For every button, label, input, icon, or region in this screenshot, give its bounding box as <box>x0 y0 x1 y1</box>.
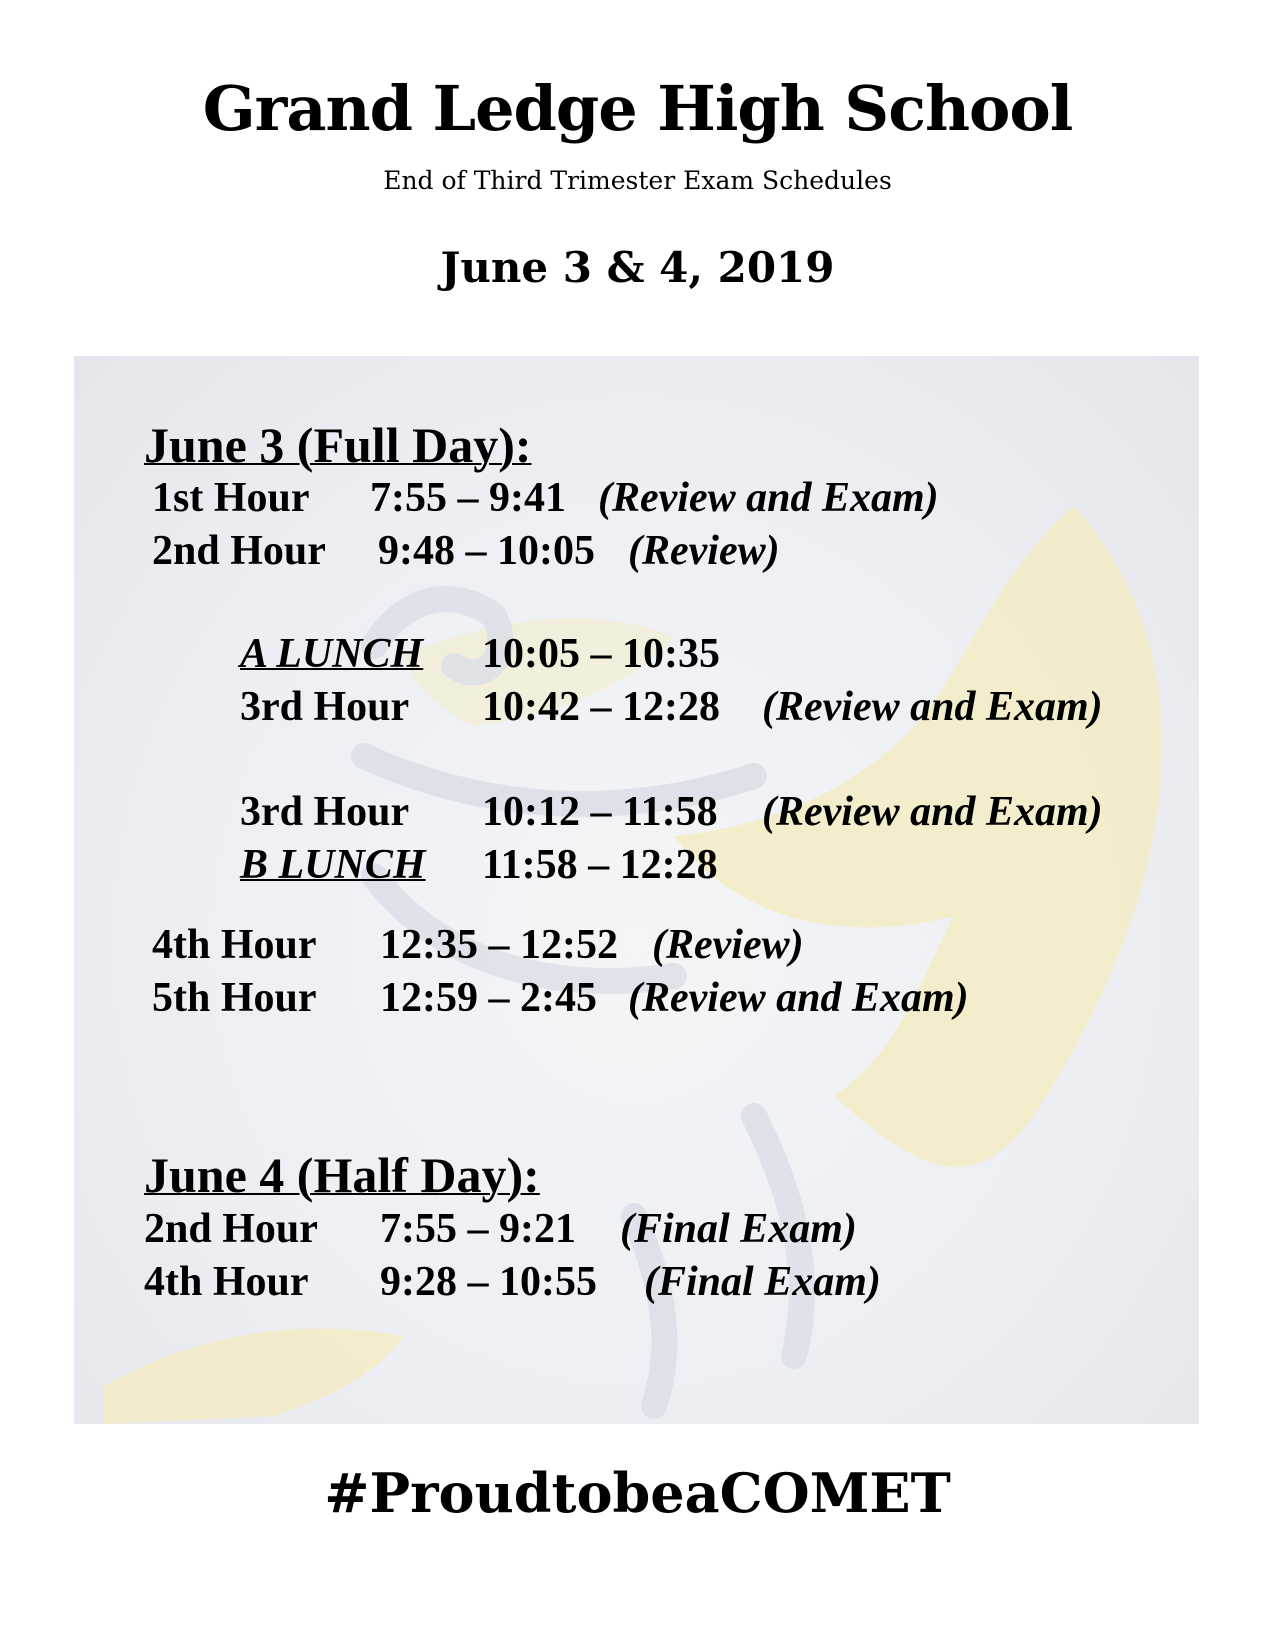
day2-heading: June 4 (Half Day): <box>144 1147 540 1203</box>
period-label: 4th Hour <box>144 1259 309 1305</box>
schedule-panel <box>74 356 1199 1424</box>
period-time: 7:55 – 9:21 <box>380 1206 576 1252</box>
period-time: 12:59 – 2:45 <box>380 975 597 1021</box>
period-time: 9:28 – 10:55 <box>380 1259 597 1305</box>
period-time: 10:12 – 11:58 <box>482 789 718 835</box>
period-time: 9:48 – 10:05 <box>378 528 595 574</box>
school-title: Grand Ledge High School <box>202 72 1073 145</box>
period-time: 10:42 – 12:28 <box>482 684 720 730</box>
period-time: 12:35 – 12:52 <box>380 922 618 968</box>
period-note: (Final Exam) <box>620 1206 857 1252</box>
schedule-subtitle: End of Third Trimester Exam Schedules <box>383 166 892 195</box>
period-note: (Review) <box>628 528 780 574</box>
day1-heading: June 3 (Full Day): <box>144 417 532 473</box>
period-note: (Review and Exam) <box>628 975 969 1021</box>
period-label: 2nd Hour <box>152 528 326 574</box>
lunch-label: A LUNCH <box>240 631 424 677</box>
lunch-label: B LUNCH <box>240 842 426 888</box>
hashtag-footer: #ProudtobeaCOMET <box>324 1461 951 1525</box>
period-label: 5th Hour <box>152 975 317 1021</box>
period-note: (Review and Exam) <box>762 684 1103 730</box>
exam-dates: June 3 & 4, 2019 <box>440 243 835 292</box>
lunch-time: 11:58 – 12:28 <box>482 842 718 888</box>
lunch-time: 10:05 – 10:35 <box>482 631 720 677</box>
period-note: (Final Exam) <box>644 1259 881 1305</box>
period-note: (Review and Exam) <box>598 475 939 521</box>
period-time: 7:55 – 9:41 <box>370 475 566 521</box>
period-note: (Review and Exam) <box>762 789 1103 835</box>
period-note: (Review) <box>652 922 804 968</box>
period-label: 2nd Hour <box>144 1206 318 1252</box>
period-label: 4th Hour <box>152 922 317 968</box>
period-label: 3rd Hour <box>240 684 410 730</box>
period-label: 3rd Hour <box>240 789 410 835</box>
period-label: 1st Hour <box>152 475 310 521</box>
